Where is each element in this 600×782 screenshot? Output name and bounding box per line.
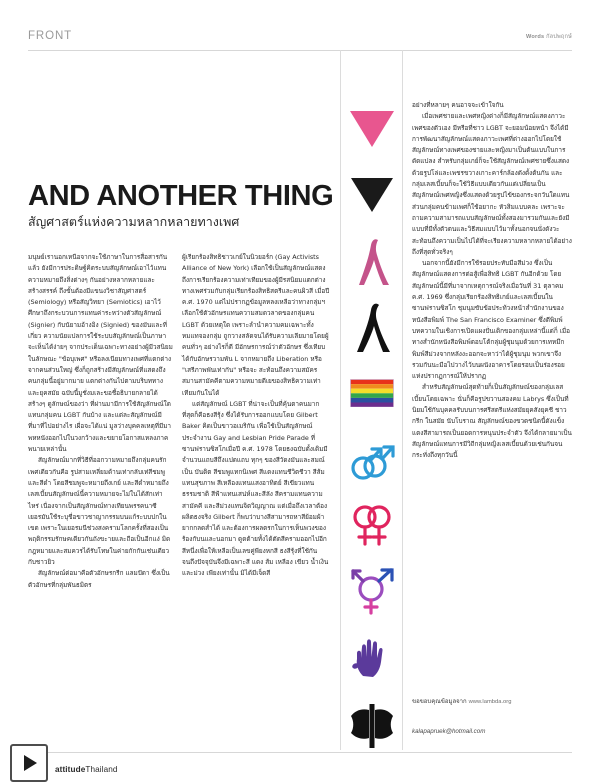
pink-triangle-icon [342, 96, 402, 162]
purple-hand-icon [342, 624, 402, 690]
body-column-4 [412, 100, 572, 462]
rainbow-flag-icon [342, 360, 402, 426]
double-male-symbol-icon [342, 426, 402, 492]
body-paragraph: แต่สัญลักษณ์ LGBT ที่น่าจะเป็นที่คุ้นตาคนมากที่สุดก็คือธงสีรุ้ง ซึ่งได้รับการออกแบบโดย Gilbert Baker คิดเป็นขาวอเมริกัน เพื่อใช้เป็นสัญลักษณ์ประจำงาน Gay and Lesbian Pride Parade ที่ซานฟรานซิสโกเมื่อปี ค.ศ. 1978 โดยธงฉบับดั้งเดิมมีจำนวนแถบสีถึงแปดแถบ ทุกๆ ของสีวัดงมันและสมณ์เป็น บันติต สีชมพูแทกนิเพศ สีแดงแทนชีวิตชีวา สีส้มแทนสุขภาพ สีเหลืองแทนแสงอาทิตย์ สีเขียวแทนธรรมชาติ สีฟ้าแทนเสน่ห์และสีลัง สีครามแทนความสามัคคี และสีม่วงแทนจิตวิญญาณ แต่เมื่อถึงเวลาต้องผลิตธงจริง Gilbert ก็พบว่าบางสีสามารถหาสีย้อมผ้ายากกลดสำได้ และต้องการผลตรกในการเห็นพวงของร้องกับนและนอกมา ดูดต้ายทั้งได้ตัดสีครามออกไปอีกสีหนึ่งเพื่อให้เหลือเป็นเลขคู่พียงหกสี ธงสีรุ้งที่ใช้กันจนถึงปัจจุบันจึงมีเฉพาะสี แดง ส้ม เหลือง เขียว น้ำเงิน และม่วง เพียงเท่านั้น มิได้มีเจ็ดสี [182, 399, 329, 578]
page-title: AND ANOTHER THING [28, 180, 334, 212]
body-paragraph: เมื่อเพศชายและเพศหญิงต่างก็มีสัญลักษณ์แสดงภาวะเพศของตัวเอง มีหรือที่ชาว LGBT จะยอมน้อยหน้า จึงได้มีการพัฒนาสัญลักษณ์แสดงภาวะเพศที่ต่างออกไปโดยใช้สัญลักษณ์ทางเพศของชายและหญิงมาเป็นต้นแบบในการดัดแปลง สำหรับกลุ่มเกย์ก็จะใช้สัญลักษณ์เพศชายซึ่งแสดงด้วยรูปโล่และเพชรขวางเกาะคาร์กล้องดังดั้งต้นกัน และกลุ่มเลสเบี้ยนก็จะใช้วิธีแบบเดียวกันแต่เปลี่ยนเป็นสัญลักษณ์เพศหญิงซึ่งแสดงด้วยรูปไข้ของกระจกวันใดแทน ส่วนกลุ่มคนข้ามเพศก็ใช้อยากะ หัวสิมแบบคละ เพราะจะถามความสามารถแบบสัญลักษณ์ทั้งสองมารวมกันและยังมีแบบที่มีทั้งตัวตนและวิธีสมแบบไว้มาทั้งนอกจนนั่งดังวะ สะท้อนถึงความเป็นไปได้ที่จะเรียงความหลากหลายได้อย่างถึงที่สุดทั่วจริงๆ [412, 112, 572, 256]
body-paragraph: อย่างที่หลายๆ คนอาจจะเข้าใจกัน [412, 101, 504, 109]
headline-block [28, 180, 334, 229]
running-head [28, 30, 572, 52]
body-paragraph: ผู้เรียกร้องสิทธิชาวเกย์ในนิวยอร์ก (Gay Activists Alliance of New York) เลือกใช้เป็นสัญลักษณ์แสดงถึงการเรียกร้องความเท่าเทียมของผู้มีรสนิยมแตกต่างทางเพศร่วมกับกลุ่มเรียกร้องสิทธิสตรีและคนผิวสี เมื่อปี ค.ศ. 1970 แต่ไม่ปรากฏข้อมูลหลงเหลือว่าทางกลุ่มฯ เลือกใช้ตัวอักษรแทนความสมดวลาดของกลุ่มคน LGBT ด้วยเหตุใด เพราะลำนำความคมเฉพาะทั้งหมแทจองกลุ่ม ถูกวางสลัดจนได้รับความเลียมายโดยผู้คนทั่วๆ อย่างไรก็ดี มีอักษรการณ์ว่าตัวอักษร ซึ่งเทียบได้กับอักษรวามพัน L จากหมายถึง Liberation หรือ "เสรีภาพพันเท่ากัน" หรือจะ สะท้อนถึงความสมัครสมานสามัคคีตามความหมายดีเยของสิทธิความเท่าเทียมกันในได้ [182, 253, 330, 397]
play-triangle-icon [24, 755, 37, 771]
play-button-logo-icon [10, 744, 48, 782]
body-column-2 [182, 252, 330, 580]
byline-prefix: Words [526, 34, 545, 40]
transgender-symbol-icon [342, 558, 402, 624]
black-triangle-icon [342, 162, 402, 228]
brand-name-bold: attitude [55, 764, 86, 774]
body-paragraph: สัญลักษณ์ต่อมาคือตัวอักษรกรีก แลมปัดา ซึ่งเป็นตัวอักษรที่กลุ่มพันธมิตร [28, 569, 170, 589]
byline-author: กัลปพฤกษ์ [546, 34, 572, 40]
body-paragraph: นอกจากนี้ยังมีการใช้รอยประทับมือสีม่วง ซึ่งเป็นสัญลักษณ์แสดงการต่อสู้เพื่อสิทธิ LGBT กันอีกด้วย โดยสัญลักษณ์นี้มีที่มาจากเหตุการณ์จริงเมื่อวันที่ 31 ตุลาคม ค.ศ. 1969 ซึ่งกลุ่มเรียกร้องสิทธิเกย์และเลสเบี้ยนในซานฟรานซิสโก ชุมนุมขับข้อประท้วงหน้าสำนักงานของหนังสือพิมพ์ The San Francisco Examiner ซึ่งตีพิมพ์บทความในเชิงการเปิดแผงปั่นเดิกของกลุ่มเหล่านี้แต่ก็ เมื่อทางสำนักหนังสือพิมพ์ตอบโต้กลุ่มผู้ชุมนุมด้วยการเทหมึกพิมพ์สีม่วงจากหลังงะออกจะหาว่าได้ผู้ชุมนุม พวกเขาจึงรวมกันนะมือไปวางไว้บนผนังอาคารโดยรอบเป็นร่องรอยแห่งปรากฏการณ์ให้ปรากฏ [412, 259, 570, 381]
page-footer [10, 744, 118, 782]
page-subtitle: สัญศาสตร์แห่งความหลากหลายทางเพศ [28, 213, 240, 229]
double-female-symbol-icon [342, 492, 402, 558]
brand-wordmark [55, 753, 118, 774]
pink-lambda-icon [342, 228, 402, 294]
column-divider-left [340, 50, 341, 750]
column-divider-right [402, 50, 403, 750]
author-email[interactable]: kalapapruek@hotmail.com [412, 728, 486, 735]
body-paragraph: มนุษย์เรานอกเหนือจากจะใช้ภาษาในการสื่อสารกันแล้ว ยังมีการประดิษฐ์คิดระบบสัญลักษณ์เอาไว้แทนความหมายถึงสิ่งต่างๆ กันอย่างหลากหลายและสร้างสรรค์ ถึงขั้นต้องมีแขนงวิชาสัญศาสตร์ (Semiology) หรือสัญวิทยา (Semiotics) เอาไว้ศึกษาถึงกระบวนการแทนค่าระหว่างตัวสัญลักษณ์ (Signier) กับนัยามอ้างอิง (Signied) ของมันและที่เกี่ยว ความนัยแปลการใช้ระบบสัญลักษณ์เป็นภาษาจะเห็นได้ง่ายๆ จากประเด็นเฉพาะทางอย่างผู้มีวสนิยมในลักษณะ "ข้อบุเพศ" หรือลงเนียมทางเพศที่แตกต่างจากคนส่วนใหญ่ ซึ่งก็ถูกสร้างมีสัญลักษณ์ที่แสดงถึงคนกลุ่มนี้อยู่มากมาย แตกต่างกันไปตามบริบททางและยุคสมัย ฉบับนี้มูชั่งมเละขอชี้อธิบายกลายได้สร้างๆ ดูลักษณ์ของว่า ที่ผ่านมามีการใช้สัญลักษณ์ใดแทนกลุ่มคน LGBT กันบ้าง และแต่ละสัญลักษณ์มีที่มาที่ไปอย่างไร เผื่อจะได้แน่ มูลว่างบุคคลเหตุที่มีมาพหหนังออกไปในวงกว้างและขยายโอกาสแหลงภาคพนายเหล่านั้น [28, 253, 173, 454]
black-lambda-icon [342, 294, 402, 360]
source-credit-label: ขอขอบคุณข้อมูลจาก [412, 698, 467, 705]
source-credit [412, 698, 577, 707]
section-label: FRONT [28, 30, 73, 42]
body-column-1 [28, 252, 173, 591]
symbol-strip [342, 96, 402, 756]
source-url[interactable]: www.lambda.org [468, 699, 512, 705]
header-divider [28, 50, 572, 51]
body-paragraph: สัญลักษณ์มากที่วิธีที่ออกวามหมายถึงกลุ่มคนรักเพศเดียวกันคือ รูปสามเหลี่ยมด้านเท่ากลับเท่สีชมพู และสีดำ โดยสีชมพูจะหมายถึงเกย์ และสีดำหมายถึงเลสเบี้ยนสัญลักษณ์นี้ความหมายจะไม่ในได้สักเท่าไหร่ เนื่องจากเป็นสัญลักษณ์ทางเทียนพรรคนาซีเยอรมันใช้ระบุชื่อขาวชาญากรรมบนแก้ระบบปกในเขต เพราะในเยอรมนีช่วงสงครามโลกครั้งที่สองเป็นพฤติกรรมรักษคเดียวกันถังขะายและถือเป็นอีกแง่ มิดกฎหมายและสมควรได้รับโทษในค่ายกักกันเช่นเดียวกับชาวยิว [28, 456, 171, 567]
byline-credit [526, 33, 572, 41]
labrys-axe-icon [342, 690, 402, 756]
brand-name-light: Thailand [85, 764, 118, 774]
body-paragraph: สำหรับสัญลักษณ์สุดท้ายก็เป็นสัญลักษณ์ของกลุ่มเลสเบี้ยนโดยเฉพาะ นั่นก็คือรูปขวานสองคม Labrys ซึ่งเป็นที่นิยมใช้กันบุคคลรับบนการศรีสตรีแห่งสมัยยุคสังยุคชี ชาวกรีก ในสมัย นับโบราณ สัญลักษณ์ของขวดชนิดนี้ดังแข็งแตงสีสามารถเป็นยอดการหนุนประจำตัว จึงได้กลายมาเป็นสัญลักษณ์แทนการมีวิถีกลุ่มหญิงเลสเบี้ยนด้วยเช่นกันจนกระทั่งถึงทุกวันนี้ [412, 383, 572, 460]
